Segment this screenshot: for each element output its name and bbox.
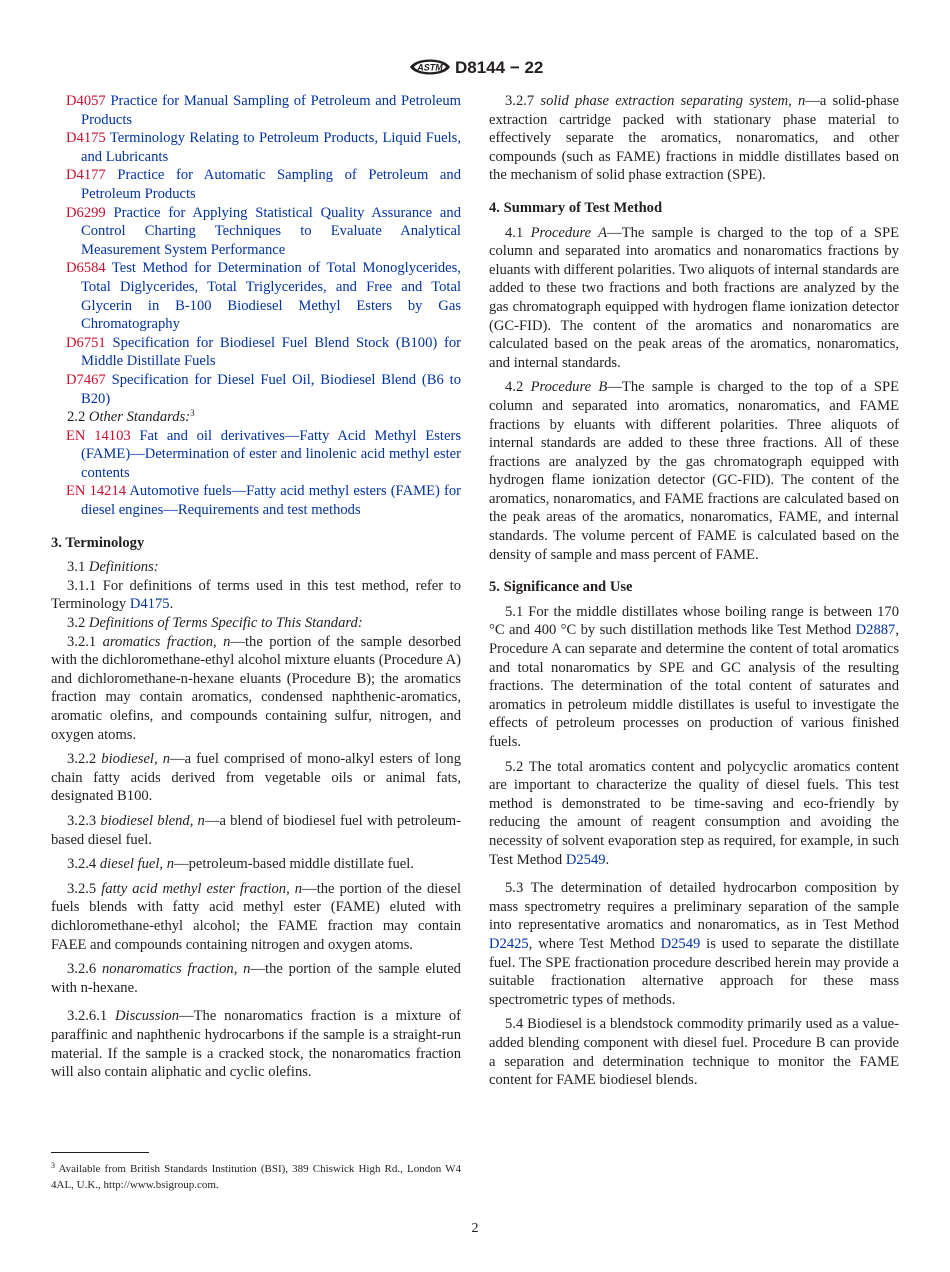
section-number: 4.1 [505, 224, 524, 241]
section-number: 3.2.2 [67, 751, 97, 768]
paragraph-text: 5.1 For the middle distillates whose boiling range is between 170 °C and 400 °C by such distillation methods like Test Method [489, 603, 899, 639]
ref-code[interactable]: D4175 [66, 130, 106, 147]
definition-text: —the portion of the sample desorbed with the dichloromethane-ethyl alcohol mixture eluants (Procedure A) and dichloromethane-n-hexane eluants (Procedure B); the aromatics fraction may contain aromatics, condensed naphthenic-aromatics, aromatic olefins, and compounds containing sulfur, nitrogen, and oxygen atoms. [51, 633, 461, 743]
ref-code[interactable]: D6751 [66, 334, 106, 351]
procedure-label: Procedure B [530, 379, 608, 396]
defined-term: biodiesel blend, n [100, 812, 205, 829]
discussion-label: Discussion [114, 1008, 180, 1025]
section-number: 4.2 [505, 379, 524, 396]
footnote-ref[interactable]: 3 [190, 408, 195, 419]
ref-code[interactable]: D6299 [66, 204, 106, 221]
link-d2887[interactable]: D2887 [855, 622, 896, 639]
definition [51, 633, 461, 745]
defined-term: biodiesel, n [101, 751, 171, 768]
subsection-label: Definitions of Terms Specific to This Standard: [88, 615, 363, 632]
definition [51, 960, 461, 997]
ref-title[interactable]: Specification for Diesel Fuel Oil, Biodiesel Blend (B6 to B20) [81, 371, 462, 407]
defined-term: diesel fuel, n [99, 856, 175, 873]
definition-text: —petroleum-based middle distillate fuel. [174, 856, 414, 873]
section-number: 3.1 [67, 559, 86, 576]
ref-title[interactable]: Fat and oil derivatives—Fatty Acid Methyl Esters (FAME)—Determination of ester and linolenic acid methyl ester contents [81, 427, 461, 481]
definition-text: —a solid-phase extraction cartridge packed with stationary phase material to effectively separate the aromatics, nonaromatics, and other compounds (such as FAME) fractions in middle distillates based on the mechanism of solid phase extraction (SPE). [489, 93, 899, 184]
right-column [489, 92, 899, 1090]
left-column [51, 92, 461, 1082]
ref-title[interactable]: Practice for Automatic Sampling of Petroleum and Petroleum Products [81, 167, 462, 202]
paragraph-text: . [605, 851, 610, 868]
definition-text: —the portion of the sample eluted with n-hexane. [51, 961, 461, 996]
ref-code[interactable]: D4177 [66, 167, 106, 184]
standard-designation: D8144 − 22 [455, 58, 544, 77]
footnote-number: 3 [51, 1161, 55, 1170]
ref-item [51, 166, 461, 203]
paragraph [51, 577, 461, 614]
defined-term: fatty acid methyl ester fraction, n [101, 880, 303, 897]
definition-text: —the portion of the diesel fuels blends with fatty acid methyl ester (FAME) eluted with dichloromethane-ethyl alcohol; the FAME fraction may contain FAEE and compounds containing nitrogen and oxygen atoms. [51, 880, 461, 953]
discussion-text: —The nonaromatics fraction is a mixture of paraffinic and naphthenic hydrocarbons if the sample is a straight-run material. If the sample is a cracked stock, the nonaromatics fraction will also contain aliphatic and cyclic olefins. [51, 1008, 461, 1081]
link-d2549[interactable]: D2549 [660, 935, 701, 952]
paragraph-text: 3.1.1 For definitions of terms used in this test method, refer to Terminology [51, 577, 461, 613]
defined-term: nonaromatics fraction, n [101, 961, 251, 978]
section-number: 3.2.6.1 [67, 1008, 108, 1025]
ref-title[interactable]: Specification for Biodiesel Fuel Blend Stock (B100) for Middle Distillate Fuels [81, 334, 461, 370]
other-standards-label: Other Standards: [88, 409, 191, 426]
section-number: 3.2.6 [67, 961, 97, 978]
ref-code[interactable]: EN 14103 [66, 427, 131, 444]
paragraph-text: , where Test Method [528, 935, 655, 952]
paragraph [489, 879, 899, 1009]
ref-item [51, 259, 461, 333]
page-number: 2 [471, 1221, 479, 1236]
definition-text: —a blend of biodiesel fuel with petroleum-based diesel fuel. [51, 812, 462, 848]
definition-text: —a fuel comprised of mono-alkyl esters of long chain fatty acids derived from vegetable oils or animal fats, designated B100. [51, 751, 461, 805]
definition [51, 750, 461, 806]
section-number: 3.2.5 [67, 880, 97, 897]
ref-item [51, 371, 461, 408]
paragraph: 5.4 Biodiesel is a blendstock commodity primarily used as a value-added blending component with diesel fuel. Procedure B can provide a separation and determination technique to monitor the FAME content for FAME biodiesel blends. [489, 1016, 899, 1089]
definition [51, 880, 461, 954]
section-number: 3.2.3 [67, 812, 97, 829]
definition [489, 92, 899, 185]
section-number: 2.2 [67, 409, 86, 426]
link-d2425[interactable]: D2425 [489, 935, 529, 952]
paragraph-text: is used to separate the distillate fuel. The SPE fractionation procedure described herein may provide a suitable fractionation alternative approach for these mass spectrometric types of methods. [489, 935, 899, 1008]
ref-item [51, 92, 461, 129]
ref-item [51, 129, 461, 166]
paragraph [489, 758, 899, 870]
discussion [51, 1007, 461, 1081]
ref-code[interactable]: D7467 [66, 371, 106, 388]
defined-term: aromatics fraction, n [102, 633, 231, 650]
procedure-label: Procedure A [530, 224, 608, 241]
paragraph [489, 224, 899, 373]
footnote-divider [51, 1152, 149, 1153]
section-number: 3.2.4 [67, 856, 97, 873]
section-number: 3.2 [67, 615, 86, 632]
other-standards-heading [51, 408, 461, 427]
ref-code[interactable]: EN 14214 [66, 483, 127, 500]
footnote [51, 1161, 461, 1193]
paragraph-text: —The sample is charged to the top of a SPE column and separated into aromatics and nonaromatics fractions by eluants with different polarities. Two aliquots of internal standards are added to these two fractions and both fractions are analyzed by the gas chromatograph equipped with hydrogen flame ionization detector (GC-FID). The content of the aromatics and nonaromatics are calculated based on the peak areas of the aromatics, nonaromatics, and internal standards. [489, 224, 899, 371]
defined-term: solid phase extraction separating system, n [540, 93, 806, 109]
ref-item [51, 204, 461, 260]
paragraph-text: 5.3 The determination of detailed hydrocarbon composition by mass spectrometry requires a preliminary separation of the sample into representative aromatics and nonaromatics, as in Test Method [489, 880, 899, 934]
paragraph [489, 378, 899, 564]
ref-code[interactable]: D6584 [66, 260, 106, 277]
section-number: 3.2.7 [505, 93, 535, 109]
section-heading-significance: 5. Significance and Use [489, 579, 633, 596]
astm-logo [408, 54, 452, 80]
paragraph-text: 5.2 The total aromatics content and polycyclic aromatics content are important to characterize the quality of diesel fuels. This test method is demonstrated to be time-saving and eco-friendly by reducing the amount of reagent consumption and avoiding the necessity of solvent evaporation step as required, for example, in such Test Method [489, 758, 899, 868]
astm-logo-text: ASTM [417, 62, 443, 73]
ref-item [51, 334, 461, 371]
punctuation: . [169, 596, 174, 613]
ref-item [51, 482, 461, 519]
section-heading-terminology: 3. Terminology [51, 534, 145, 551]
definition [51, 855, 461, 874]
page-header [0, 54, 950, 84]
link-d4175[interactable]: D4175 [129, 596, 170, 613]
footnote-text: Available from British Standards Institution (BSI), 389 Chiswick High Rd., London W4 4AL, U.K., http://www.bsigroup.com. [51, 1163, 461, 1191]
paragraph [51, 614, 461, 633]
paragraph-text: , Procedure A can separate and determine the content of total aromatics and total nonaromatics by SPE and GC analysis of the resulting fractions. The determination of the total content of saturates and aromatics in petroleum middle distillates is useful to investigate the effects of petroleum processes on production of various finished fuels. [489, 622, 899, 750]
paragraph-text: —The sample is charged to the top of a SPE column and separated into aromatics, nonaromatics, and FAME fractions by eluants with different polarities. Three aliquots of internal standards are added to these three fractions. All of these fractions are analyzed by the gas chromatograph equipped with hydrogen flame ionization detector (GC-FID). The content of the aromatics, nonaromatics, and FAME fractions are calculated based on the peak areas of the aromatics, nonaromatics, FAME, and internal standards. The volume percent of FAME is calculated based on the density of sample and mass percent of FAME. [489, 379, 900, 563]
ref-title[interactable]: Test Method for Determination of Total Monoglycerides, Total Diglycerides, Total Triglycerides, and Free and Total Glycerin in B-100 Biodiesel Methyl Esters by Gas Chromatography [81, 260, 461, 333]
ref-title[interactable]: Practice for Manual Sampling of Petroleum and Petroleum Products [81, 93, 461, 128]
paragraph [489, 603, 899, 752]
ref-title[interactable]: Automotive fuels—Fatty acid methyl esters (FAME) for diesel engines—Requirements and test methods [81, 483, 462, 519]
paragraph [51, 558, 461, 577]
ref-code[interactable]: D4057 [66, 93, 106, 109]
ref-item [51, 427, 461, 483]
link-d2549[interactable]: D2549 [565, 851, 606, 868]
subsection-label: Definitions: [88, 559, 159, 576]
definition [51, 812, 461, 849]
section-number: 3.2.1 [67, 633, 97, 650]
ref-title[interactable]: Terminology Relating to Petroleum Products, Liquid Fuels, and Lubricants [81, 130, 462, 165]
section-heading-summary: 4. Summary of Test Method [489, 199, 663, 216]
ref-title[interactable]: Practice for Applying Statistical Quality Assurance and Control Charting Techniques to Evaluate Analytical Measurement System Performance [81, 204, 461, 258]
